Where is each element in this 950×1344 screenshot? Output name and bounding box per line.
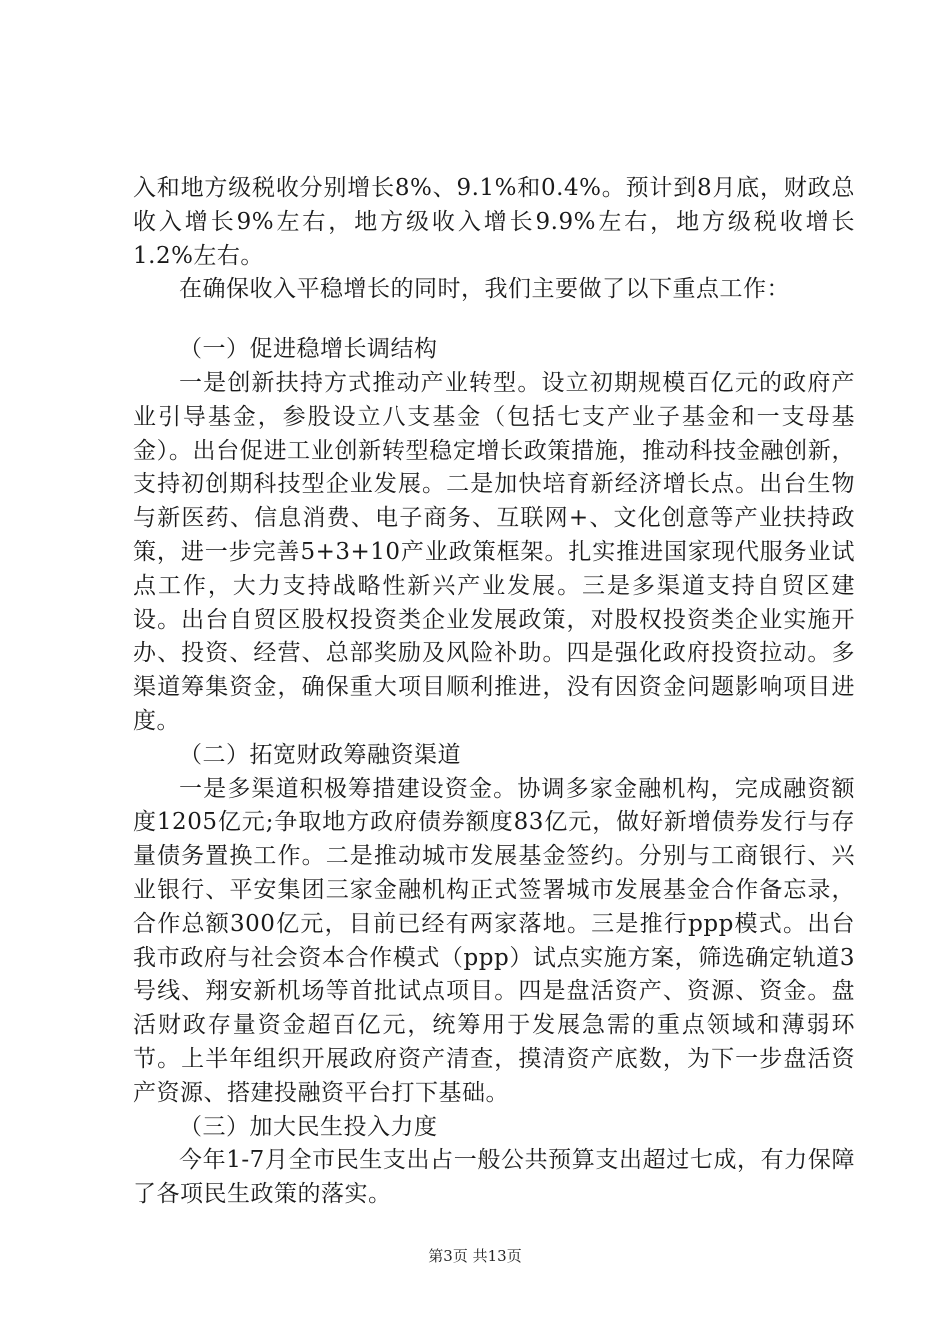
paragraph-section-3-body: 今年1-7月全市民生支出占一般公共预算支出超过七成，有力保障了各项民生政策的落实。: [133, 1147, 855, 1208]
section-heading-1: （一）促进稳增长调结构: [179, 336, 438, 363]
paragraph-section-1-body: 一是创新扶持方式推动产业转型。设立初期规模百亿元的政府产业引导基金，参股设立八支基金（包括七支产业子基金和一支母基金）。出台促进工业创新转型稳定增长政策措施，推动科技金融创新，支持初创期科技型企业发展。二是加快培育新经济增长点。出台生物与新医药、信息消费、电子商务、互联网+、文化创意等产业扶持政策，进一步完善5+3+10产业政策框架。扎实推进国家现代服务业试点工作，大力支持战略性新兴产业发展。三是多渠道支持自贸区建设。出台自贸区股权投资类企业发展政策，对股权投资类企业实施开办、投资、经营、总部奖励及风险补助。四是强化政府投资拉动。多渠道筹集资金，确保重大项目顺利推进，没有因资金问题影响项目进度。: [133, 369, 855, 734]
section-heading-3: （三）加大民生投入力度: [179, 1113, 438, 1140]
page-number-footer: 第3页 共13页: [428, 1247, 522, 1265]
paragraph-key-work-intro: 在确保收入平稳增长的同时，我们主要做了以下重点工作：: [179, 276, 790, 303]
document-body: [133, 172, 855, 1212]
section-heading-2: （二）拓宽财政筹融资渠道: [179, 741, 461, 768]
paragraph-spacer: [133, 307, 855, 333]
paragraph-tax-growth: 入和地方级税收分别增长8%、9.1%和0.4%。预计到8月底，财政总收入增长9%左右，地方级收入增长9.9%左右，地方级税收增长1.2%左右。: [133, 175, 855, 269]
paragraph-section-2-body: 一是多渠道积极筹措建设资金。协调多家金融机构，完成融资额度1205亿元;争取地方政府债券额度83亿元，做好新增债券发行与存量债务置换工作。二是推动城市发展基金签约。分别与工商银行、兴业银行、平安集团三家金融机构正式签署城市发展基金合作备忘录，合作总额300亿元，目前已经有两家落地。三是推行ppp模式。出台我市政府与社会资本合作模式（ppp）试点实施方案，筛选确定轨道3号线、翔安新机场等首批试点项目。四是盘活资产、资源、资金。盘活财政存量资金超百亿元，统筹用于发展急需的重点领域和薄弱环节。上半年组织开展政府资产清查，摸清资产底数，为下一步盘活资产资源、搭建投融资平台打下基础。: [133, 775, 855, 1106]
